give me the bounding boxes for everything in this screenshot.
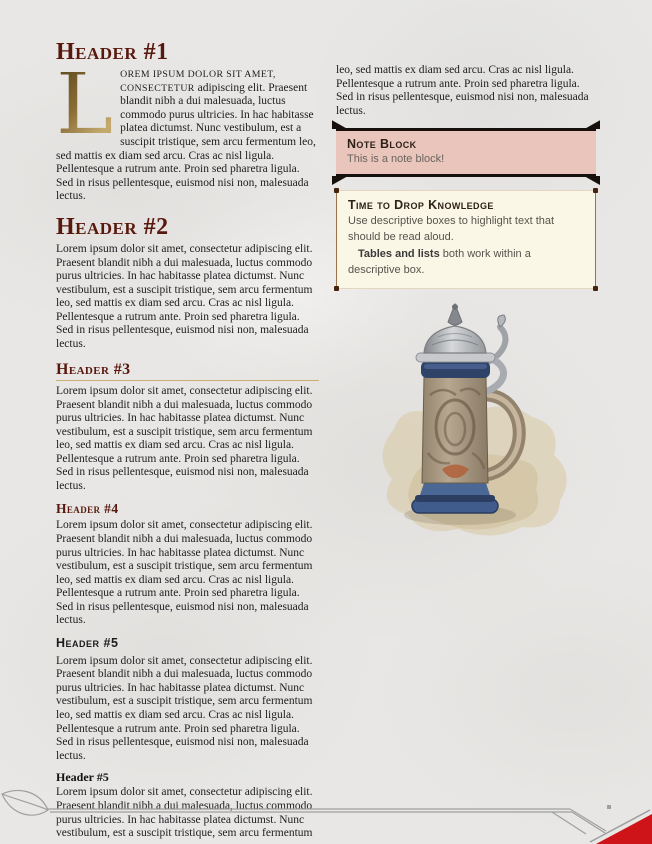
- paragraph-text: adipiscing elit. Praesent blandit nibh a dui malesuada, luctus commodo purus ultricies. In hac habitasse platea dictumst. Nunc vestibulum, est a suscipit tristique, sem arcu fermentum leo, sed mattis ex diam sed arcu. Cras ac nisl ligula. Pellentesque a rutrum ante. Proin sed pharetra ligula. Sed in risus pellentesque, euismod nisi non, malesuada lectus.: [56, 81, 316, 203]
- dropcap-paragraph: [56, 54, 319, 204]
- descriptive-bold-lead: Tables and lists: [358, 247, 440, 260]
- heading-5-sans: Header #5: [56, 635, 119, 650]
- paragraph: Lorem ipsum dolor sit amet, consectetur adipiscing elit. Praesent blandit nibh a dui malesuada, luctus commodo purus ultricies. In hac habitasse platea dictumst. Nunc vestibulum, est a suscipit tristique, sem arcu fermentum leo, sed mattis ex diam sed arcu. Cras ac nisl ligula. Pellentesque a rutrum ante. Proin sed pharetra ligula. Sed in risus pellentesque, euismod nisi non, malesuada lectus.: [56, 243, 313, 350]
- descriptive-body-line: [348, 247, 584, 279]
- descriptive-corner-dot-icon: [334, 188, 339, 193]
- beer-stein-icon: [360, 303, 572, 553]
- note-corner-wedge-icon: [332, 176, 348, 185]
- heading-1: Header #1: [56, 39, 169, 65]
- note-corner-wedge-icon: [332, 120, 348, 129]
- heading-5-serif: Header #5: [56, 770, 109, 785]
- descriptive-body-line: Use descriptive boxes to highlight text that should be read aloud.: [348, 215, 555, 243]
- note-title: Note Block: [347, 137, 417, 152]
- descriptive-corner-dot-icon: [593, 188, 598, 193]
- descriptive-box: [336, 190, 596, 289]
- stein-illustration: [360, 303, 572, 553]
- footer-ornament: [0, 780, 652, 844]
- note-corner-wedge-icon: [584, 176, 600, 185]
- note-body: This is a note block!: [347, 153, 445, 166]
- paragraph-truncated: Lorem ipsum dolor sit amet, consectetur adipiscing elit. Praesent blandit nibh a dui malesuada, luctus commodo purus ultricies. In hac habitasse platea dictumst. Nunc vestibulum, est a suscipit tristique, sem arcu fermentum: [56, 786, 313, 840]
- heading-3: Header #3: [56, 361, 319, 382]
- descriptive-corner-dot-icon: [593, 286, 598, 291]
- drop-cap: L: [56, 54, 114, 155]
- column-right: [336, 40, 596, 553]
- footer-leaf-icon: [2, 791, 48, 816]
- overflow-paragraph: leo, sed mattis ex diam sed arcu. Cras ac nisl ligula. Pellentesque a rutrum ante. Proin sed pharetra ligula. Sed in risus pellentesque, euismod nisi non, malesuada lectus.: [336, 64, 589, 117]
- footer-rule: [48, 809, 606, 834]
- paragraph: Lorem ipsum dolor sit amet, consectetur adipiscing elit. Praesent blandit nibh a dui malesuada, luctus commodo purus ultricies. In hac habitasse platea dictumst. Nunc vestibulum, est a suscipit tristique, sem arcu fermentum leo, sed mattis ex diam sed arcu. Cras ac nisl ligula. Pellentesque a rutrum ante. Proin sed pharetra ligula. Sed in risus pellentesque, euismod nisi non, malesuada lectus.: [56, 519, 313, 627]
- note-block: [336, 128, 596, 177]
- paragraph: Lorem ipsum dolor sit amet, consectetur adipiscing elit. Praesent blandit nibh a dui malesuada, luctus commodo purus ultricies. In hac habitasse platea dictumst. Nunc vestibulum, est a suscipit tristique, sem arcu fermentum leo, sed mattis ex diam sed arcu. Cras ac nisl ligula. Pellentesque a rutrum ante. Proin sed pharetra ligula. Sed in risus pellentesque, euismod nisi non, malesuada lectus.: [56, 385, 313, 493]
- heading-4: Header #4: [56, 500, 119, 516]
- descriptive-body-rest: both work within a descriptive box.: [348, 247, 531, 276]
- heading-2: Header #2: [56, 213, 169, 240]
- descriptive-title: Time to Drop Knowledge: [348, 198, 494, 212]
- note-corner-wedge-icon: [584, 120, 600, 129]
- paragraph: Lorem ipsum dolor sit amet, consectetur adipiscing elit. Praesent blandit nibh a dui malesuada, luctus commodo purus ultricies. In hac habitasse platea dictumst. Nunc vestibulum, est a suscipit tristique, sem arcu fermentum leo, sed mattis ex diam sed arcu. Cras ac nisl ligula. Pellentesque a rutrum ante. Proin sed pharetra ligula. Sed in risus pellentesque, euismod nisi non, malesuada lectus.: [56, 654, 313, 762]
- column-left: [56, 40, 319, 844]
- lead-small-caps: OREM IPSUM DOLOR SIT AMET, CONSECTETUR: [120, 69, 276, 94]
- red-corner-triangle-icon: [596, 814, 652, 844]
- descriptive-corner-dot-icon: [334, 286, 339, 291]
- footer-square-dot-icon: [607, 805, 611, 809]
